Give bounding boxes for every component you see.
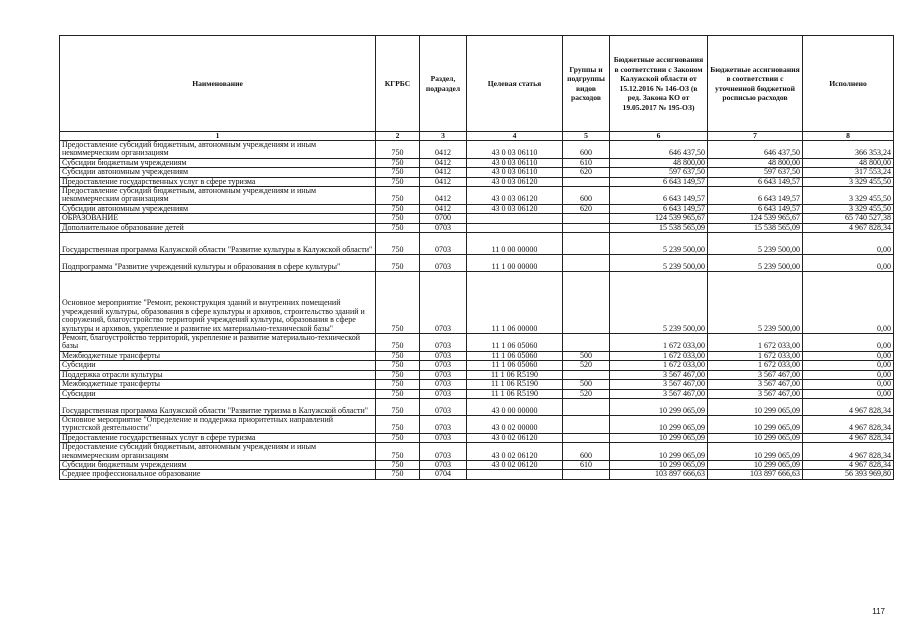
row-law: 48 800,00 xyxy=(610,158,708,167)
header-executed: Исполнено xyxy=(803,36,894,132)
row-law: 1 672 033,00 xyxy=(610,334,708,352)
table-row xyxy=(60,334,894,352)
row-executed: 0,00 xyxy=(803,361,894,370)
row-kgrbs: 750 xyxy=(376,255,420,272)
table-row xyxy=(60,214,894,223)
row-group xyxy=(563,433,610,442)
row-executed: 3 329 455,50 xyxy=(803,187,894,205)
row-law: 5 239 500,00 xyxy=(610,233,708,255)
row-executed: 4 967 828,34 xyxy=(803,443,894,461)
row-target: 11 1 06 00000 xyxy=(467,272,563,334)
row-group xyxy=(563,272,610,334)
row-executed: 65 740 527,38 xyxy=(803,214,894,223)
row-refined: 10 299 065,09 xyxy=(708,433,803,442)
row-group: 520 xyxy=(563,361,610,370)
row-refined: 6 643 149,57 xyxy=(708,187,803,205)
row-group xyxy=(563,214,610,223)
row-law: 10 299 065,09 xyxy=(610,415,708,433)
row-name: Субсидии бюджетным учреждениям xyxy=(60,460,376,469)
row-name: Субсидии xyxy=(60,361,376,370)
row-section: 0703 xyxy=(420,415,467,433)
row-target: 43 0 03 06110 xyxy=(467,158,563,167)
row-refined: 103 897 666,63 xyxy=(708,470,803,479)
row-refined: 5 239 500,00 xyxy=(708,233,803,255)
table-row xyxy=(60,187,894,205)
row-law: 103 897 666,63 xyxy=(610,470,708,479)
table-row xyxy=(60,470,894,479)
row-executed: 0,00 xyxy=(803,334,894,352)
row-kgrbs: 750 xyxy=(376,361,420,370)
row-section: 0703 xyxy=(420,443,467,461)
row-law: 597 637,50 xyxy=(610,168,708,177)
row-name: Государственная программа Калужской области "Развитие культуры в Калужской области" xyxy=(60,233,376,255)
row-group xyxy=(563,177,610,186)
row-group: 520 xyxy=(563,389,610,398)
row-kgrbs: 750 xyxy=(376,233,420,255)
row-law: 3 567 467,00 xyxy=(610,389,708,398)
row-name: Основное мероприятие "Определение и поддержка приоритетных направлений туристской деятельности" xyxy=(60,415,376,433)
row-target: 11 1 00 00000 xyxy=(467,255,563,272)
row-refined: 6 643 149,57 xyxy=(708,204,803,213)
column-number: 3 xyxy=(420,132,467,141)
row-name: Ремонт, благоустройство территорий, укрепление и развитие материально-технической базы xyxy=(60,334,376,352)
row-section: 0700 xyxy=(420,214,467,223)
column-number: 7 xyxy=(708,132,803,141)
row-name: Поддержка отрасли культуры xyxy=(60,370,376,379)
row-law: 3 567 467,00 xyxy=(610,380,708,389)
column-number: 5 xyxy=(563,132,610,141)
row-kgrbs: 750 xyxy=(376,272,420,334)
table-row xyxy=(60,168,894,177)
column-number-row xyxy=(60,132,894,141)
row-target: 43 0 02 06120 xyxy=(467,433,563,442)
row-executed: 3 329 455,50 xyxy=(803,177,894,186)
row-name: Субсидии автономным учреждениям xyxy=(60,168,376,177)
table-row xyxy=(60,415,894,433)
row-refined: 1 672 033,00 xyxy=(708,334,803,352)
row-group: 610 xyxy=(563,460,610,469)
row-executed: 56 393 969,80 xyxy=(803,470,894,479)
row-name: Субсидии xyxy=(60,389,376,398)
row-target: 43 0 03 06110 xyxy=(467,168,563,177)
row-executed: 0,00 xyxy=(803,272,894,334)
row-refined: 124 539 965,67 xyxy=(708,214,803,223)
row-section: 0412 xyxy=(420,187,467,205)
row-target xyxy=(467,214,563,223)
row-executed: 0,00 xyxy=(803,255,894,272)
row-refined: 3 567 467,00 xyxy=(708,380,803,389)
row-group xyxy=(563,370,610,379)
row-section: 0412 xyxy=(420,177,467,186)
row-name: Дополнительное образование детей xyxy=(60,223,376,232)
row-target: 11 1 06 R5190 xyxy=(467,380,563,389)
row-kgrbs: 750 xyxy=(376,351,420,360)
row-name: Среднее профессиональное образование xyxy=(60,470,376,479)
row-kgrbs: 750 xyxy=(376,223,420,232)
row-executed: 317 553,24 xyxy=(803,168,894,177)
row-executed: 0,00 xyxy=(803,233,894,255)
row-target: 43 0 03 06120 xyxy=(467,204,563,213)
header-law: Бюджетные ассигнования в соответствии с Законом Калужской области от 15.12.2016 № 146-ОЗ (в ред. Закона КО от 19.05.2017 № 195-ОЗ) xyxy=(610,36,708,132)
row-kgrbs: 750 xyxy=(376,187,420,205)
row-target xyxy=(467,223,563,232)
row-section: 0412 xyxy=(420,204,467,213)
page-number: 117 xyxy=(872,607,885,616)
row-law: 10 299 065,09 xyxy=(610,398,708,415)
row-kgrbs: 750 xyxy=(376,370,420,379)
table-row xyxy=(60,141,894,159)
row-section: 0412 xyxy=(420,158,467,167)
table-body xyxy=(60,141,894,480)
row-target: 11 1 06 05060 xyxy=(467,361,563,370)
row-law: 10 299 065,09 xyxy=(610,460,708,469)
row-refined: 1 672 033,00 xyxy=(708,351,803,360)
row-name: Межбюджетные трансферты xyxy=(60,380,376,389)
row-target: 43 0 02 00000 xyxy=(467,415,563,433)
row-name: ОБРАЗОВАНИЕ xyxy=(60,214,376,223)
row-target: 11 1 06 R5190 xyxy=(467,389,563,398)
table-row xyxy=(60,443,894,461)
row-name: Подпрограмма "Развитие учреждений культуры и образования в сфере культуры" xyxy=(60,255,376,272)
row-refined: 1 672 033,00 xyxy=(708,361,803,370)
row-name: Субсидии бюджетным учреждениям xyxy=(60,158,376,167)
row-name: Основное мероприятие "Ремонт, реконструкция зданий и внутренних помещений учреждений культуры, образования в сфере культуры и архивов, строительство зданий и сооружений, благоустройство территорий учреждений культуры, образования в сфере культуры и архивов, укрепление и развитие их материально-технической базы" xyxy=(60,272,376,334)
row-name: Государственная программа Калужской области "Развитие туризма в Калужской области" xyxy=(60,398,376,415)
row-kgrbs: 750 xyxy=(376,141,420,159)
row-kgrbs: 750 xyxy=(376,334,420,352)
row-kgrbs: 750 xyxy=(376,443,420,461)
row-name: Предоставление государственных услуг в сфере туризма xyxy=(60,433,376,442)
row-kgrbs: 750 xyxy=(376,470,420,479)
row-refined: 15 538 565,09 xyxy=(708,223,803,232)
row-group: 610 xyxy=(563,158,610,167)
row-kgrbs: 750 xyxy=(376,415,420,433)
row-refined: 10 299 065,09 xyxy=(708,398,803,415)
column-number: 6 xyxy=(610,132,708,141)
row-name: Субсидии автономным учреждениям xyxy=(60,204,376,213)
row-refined: 3 567 467,00 xyxy=(708,389,803,398)
table-row xyxy=(60,255,894,272)
row-target: 11 1 06 05060 xyxy=(467,351,563,360)
row-group xyxy=(563,398,610,415)
row-law: 124 539 965,67 xyxy=(610,214,708,223)
row-section: 0412 xyxy=(420,141,467,159)
row-law: 646 437,50 xyxy=(610,141,708,159)
row-section: 0703 xyxy=(420,389,467,398)
header-groups: Группы и подгруппы видов расходов xyxy=(563,36,610,132)
table-row xyxy=(60,433,894,442)
row-section: 0703 xyxy=(420,223,467,232)
column-number: 2 xyxy=(376,132,420,141)
row-kgrbs: 750 xyxy=(376,168,420,177)
header-section: Раздел, подраздел xyxy=(420,36,467,132)
table-row xyxy=(60,380,894,389)
row-executed: 366 353,24 xyxy=(803,141,894,159)
row-law: 6 643 149,57 xyxy=(610,204,708,213)
table-row xyxy=(60,361,894,370)
row-executed: 4 967 828,34 xyxy=(803,415,894,433)
budget-table xyxy=(59,35,894,480)
row-executed: 0,00 xyxy=(803,389,894,398)
row-target: 43 0 00 00000 xyxy=(467,398,563,415)
header-name: Наименование xyxy=(60,36,376,132)
row-refined: 48 800,00 xyxy=(708,158,803,167)
row-section: 0703 xyxy=(420,380,467,389)
row-group xyxy=(563,255,610,272)
row-target: 43 0 03 06120 xyxy=(467,187,563,205)
row-law: 1 672 033,00 xyxy=(610,361,708,370)
row-group: 600 xyxy=(563,443,610,461)
row-section: 0703 xyxy=(420,370,467,379)
row-executed: 4 967 828,34 xyxy=(803,460,894,469)
row-name: Предоставление субсидий бюджетным, автономным учреждениям и иным некоммерческим организациям xyxy=(60,141,376,159)
row-group: 600 xyxy=(563,141,610,159)
row-refined: 5 239 500,00 xyxy=(708,272,803,334)
row-section: 0703 xyxy=(420,233,467,255)
header-target: Целевая статья xyxy=(467,36,563,132)
table-row xyxy=(60,389,894,398)
row-group: 500 xyxy=(563,351,610,360)
row-section: 0703 xyxy=(420,255,467,272)
row-kgrbs: 750 xyxy=(376,389,420,398)
table-row xyxy=(60,370,894,379)
table-row xyxy=(60,158,894,167)
header-row xyxy=(60,36,894,132)
row-section: 0703 xyxy=(420,272,467,334)
row-law: 5 239 500,00 xyxy=(610,272,708,334)
row-group xyxy=(563,470,610,479)
row-name: Межбюджетные трансферты xyxy=(60,351,376,360)
row-law: 5 239 500,00 xyxy=(610,255,708,272)
row-section: 0704 xyxy=(420,470,467,479)
row-law: 6 643 149,57 xyxy=(610,187,708,205)
column-number: 1 xyxy=(60,132,376,141)
table-row xyxy=(60,460,894,469)
row-law: 10 299 065,09 xyxy=(610,433,708,442)
table-row xyxy=(60,233,894,255)
row-law: 10 299 065,09 xyxy=(610,443,708,461)
row-refined: 10 299 065,09 xyxy=(708,443,803,461)
column-number: 4 xyxy=(467,132,563,141)
table-row xyxy=(60,204,894,213)
row-kgrbs: 750 xyxy=(376,214,420,223)
row-executed: 4 967 828,34 xyxy=(803,223,894,232)
row-group xyxy=(563,233,610,255)
row-target: 43 0 02 06120 xyxy=(467,443,563,461)
row-kgrbs: 750 xyxy=(376,204,420,213)
row-kgrbs: 750 xyxy=(376,460,420,469)
row-target: 43 0 03 06110 xyxy=(467,141,563,159)
table-row xyxy=(60,351,894,360)
row-refined: 10 299 065,09 xyxy=(708,460,803,469)
row-kgrbs: 750 xyxy=(376,398,420,415)
column-number: 8 xyxy=(803,132,894,141)
row-group xyxy=(563,223,610,232)
row-group xyxy=(563,334,610,352)
row-law: 3 567 467,00 xyxy=(610,370,708,379)
row-law: 1 672 033,00 xyxy=(610,351,708,360)
row-group: 500 xyxy=(563,380,610,389)
row-refined: 597 637,50 xyxy=(708,168,803,177)
row-name: Предоставление государственных услуг в сфере туризма xyxy=(60,177,376,186)
row-section: 0703 xyxy=(420,433,467,442)
row-executed: 3 329 455,50 xyxy=(803,204,894,213)
row-group: 620 xyxy=(563,168,610,177)
row-law: 6 643 149,57 xyxy=(610,177,708,186)
row-executed: 4 967 828,34 xyxy=(803,433,894,442)
row-target: 11 0 00 00000 xyxy=(467,233,563,255)
table-row xyxy=(60,177,894,186)
row-executed: 0,00 xyxy=(803,380,894,389)
row-target xyxy=(467,470,563,479)
row-target: 11 1 06 R5190 xyxy=(467,370,563,379)
row-section: 0703 xyxy=(420,398,467,415)
row-group xyxy=(563,415,610,433)
row-section: 0703 xyxy=(420,334,467,352)
row-refined: 3 567 467,00 xyxy=(708,370,803,379)
row-executed: 0,00 xyxy=(803,351,894,360)
row-target: 43 0 02 06120 xyxy=(467,460,563,469)
row-kgrbs: 750 xyxy=(376,380,420,389)
header-kgrbs: КГРБС xyxy=(376,36,420,132)
row-name: Предоставление субсидий бюджетным, автономным учреждениям и иным некоммерческим организациям xyxy=(60,187,376,205)
row-group: 620 xyxy=(563,204,610,213)
row-group: 600 xyxy=(563,187,610,205)
row-refined: 6 643 149,57 xyxy=(708,177,803,186)
table-row xyxy=(60,398,894,415)
row-kgrbs: 750 xyxy=(376,177,420,186)
row-section: 0703 xyxy=(420,361,467,370)
row-law: 15 538 565,09 xyxy=(610,223,708,232)
row-kgrbs: 750 xyxy=(376,158,420,167)
row-name: Предоставление субсидий бюджетным, автономным учреждениям и иным некоммерческим организациям xyxy=(60,443,376,461)
table-row xyxy=(60,272,894,334)
row-section: 0412 xyxy=(420,168,467,177)
row-executed: 4 967 828,34 xyxy=(803,398,894,415)
row-target: 11 1 06 05060 xyxy=(467,334,563,352)
row-refined: 646 437,50 xyxy=(708,141,803,159)
table-row xyxy=(60,223,894,232)
header-refined: Бюджетные ассигнования в соответствии с уточненной бюджетной росписью расходов xyxy=(708,36,803,132)
row-refined: 5 239 500,00 xyxy=(708,255,803,272)
row-executed: 48 800,00 xyxy=(803,158,894,167)
row-kgrbs: 750 xyxy=(376,433,420,442)
row-target: 43 0 03 06120 xyxy=(467,177,563,186)
row-section: 0703 xyxy=(420,460,467,469)
row-executed: 0,00 xyxy=(803,370,894,379)
row-section: 0703 xyxy=(420,351,467,360)
row-refined: 10 299 065,09 xyxy=(708,415,803,433)
